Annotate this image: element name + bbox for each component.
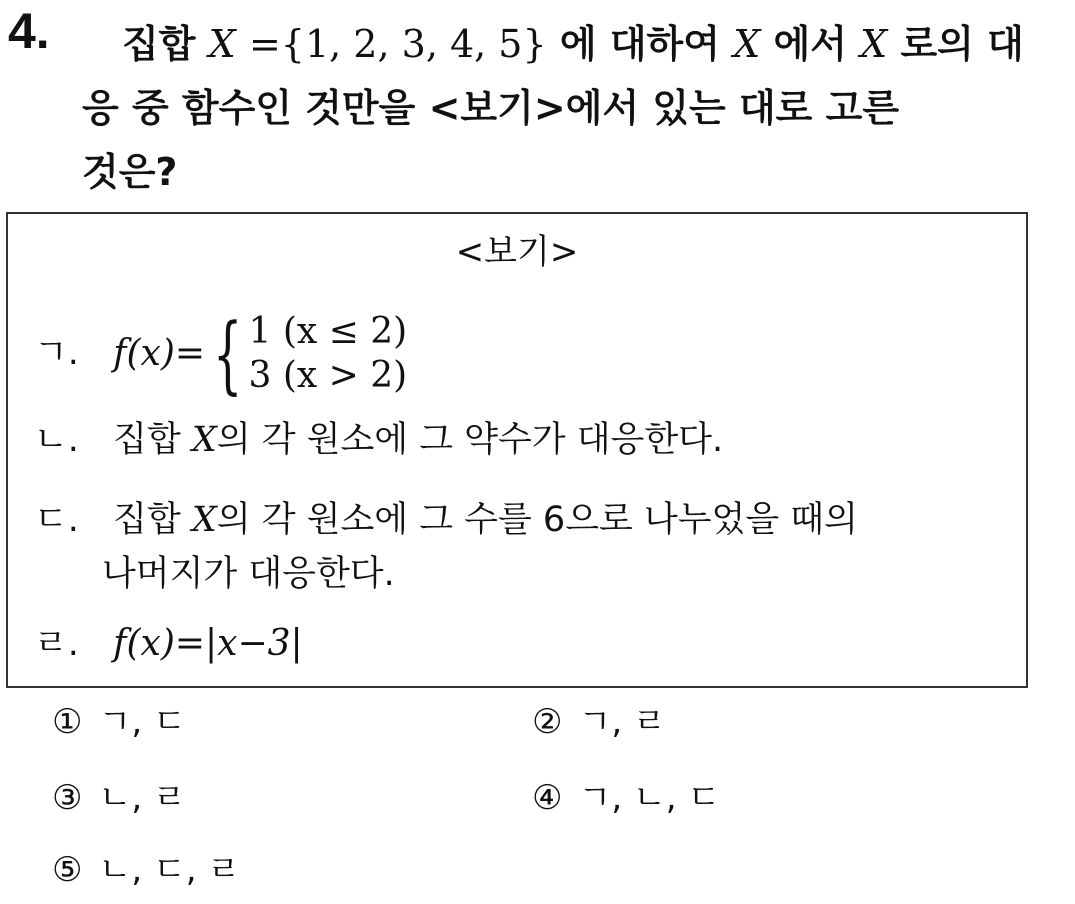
bogi-title: <보기> xyxy=(455,232,579,272)
choice-number: ④ xyxy=(532,778,563,818)
stem-text: 에서 xyxy=(773,22,861,66)
set-symbol-x: X xyxy=(208,22,236,66)
choice-number: ⑤ xyxy=(52,850,83,890)
stem-text: 로의 대 xyxy=(900,22,1024,66)
choice-1[interactable] xyxy=(52,702,186,742)
item-marker: ㄱ. xyxy=(34,333,79,373)
bogi-item-nieun xyxy=(34,420,723,460)
choice-2[interactable] xyxy=(532,702,666,742)
choice-number: ① xyxy=(52,702,83,742)
question-stem xyxy=(82,12,1042,204)
function-case-1: 1 (x ≤ 2) xyxy=(248,311,408,352)
question-line-2: 응 중 함수인 것만을 <보기>에서 있는 대로 고른 xyxy=(82,86,900,130)
bogi-item-digeut xyxy=(34,500,858,594)
absolute-value-function: f(x)=|x−3| xyxy=(113,623,303,664)
item-text: 의 각 원소에 그 수를 6으로 나누었을 때의 xyxy=(216,500,858,540)
bogi-item-giyeok xyxy=(34,305,408,403)
question-line-1 xyxy=(82,12,1042,76)
choice-5[interactable] xyxy=(52,850,240,890)
item-text: 의 각 원소에 그 약수가 대응한다. xyxy=(216,420,724,460)
choice-text: ㄱ, ㄹ xyxy=(578,702,666,742)
choice-text: ㄴ, ㄷ, ㄹ xyxy=(98,850,241,890)
stem-text: 에 대하여 xyxy=(559,22,734,66)
function-label: f(x)= xyxy=(113,333,206,374)
choice-number: ③ xyxy=(52,778,83,818)
bogi-item-rieul xyxy=(34,624,303,664)
set-definition: ={1, 2, 3, 4, 5} xyxy=(248,22,547,66)
question-line-3: 것은? xyxy=(82,150,178,194)
item-text: 집합 xyxy=(113,420,192,460)
set-symbol-x: X xyxy=(733,22,761,66)
choice-text: ㄴ, ㄹ xyxy=(98,778,186,818)
piecewise-function xyxy=(113,305,408,403)
function-cases xyxy=(248,310,407,398)
item-marker: ㄹ. xyxy=(34,624,79,664)
left-brace-icon: { xyxy=(213,305,243,403)
bogi-box xyxy=(6,212,1028,688)
stem-text: 집합 xyxy=(122,22,209,66)
question-number: 4. xyxy=(8,3,50,59)
item-marker: ㄷ. xyxy=(34,500,79,540)
choice-number: ② xyxy=(532,702,563,742)
choice-text: ㄱ, ㄴ, ㄷ xyxy=(578,778,721,818)
function-case-2: 3 (x > 2) xyxy=(248,355,408,396)
item-text: 집합 xyxy=(113,500,192,540)
item-text-continuation: 나머지가 대응한다. xyxy=(102,554,395,594)
set-symbol-x: X xyxy=(191,500,217,540)
set-symbol-x: X xyxy=(191,420,217,460)
choice-4[interactable] xyxy=(532,778,720,818)
set-symbol-x: X xyxy=(860,22,888,66)
item-marker: ㄴ. xyxy=(34,420,79,460)
choice-3[interactable] xyxy=(52,778,186,818)
choice-text: ㄱ, ㄷ xyxy=(98,702,186,742)
